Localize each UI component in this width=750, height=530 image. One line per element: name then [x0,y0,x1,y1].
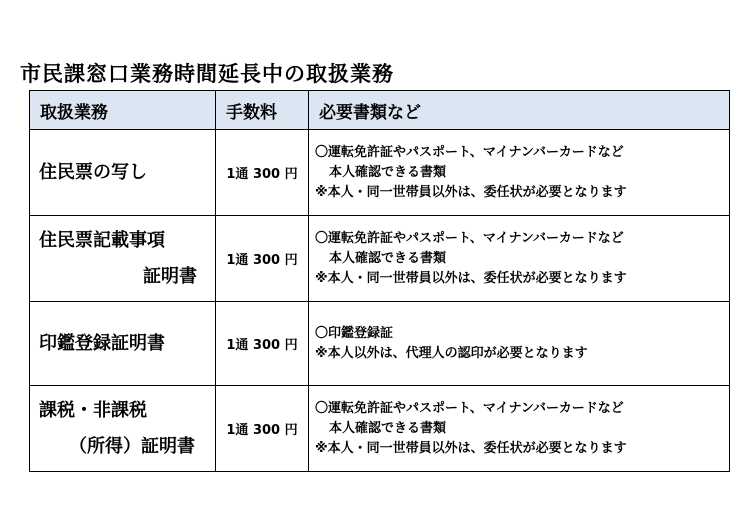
page-title: 市民課窓口業務時間延長中の取扱業務 [20,62,394,86]
docs-line: ※本人以外は、代理人の認印が必要となります [315,345,588,361]
service-name: 印鑑登録証明書 [39,332,165,354]
services-table [29,90,730,472]
docs-line: ※本人・同一世帯員以外は、委任状が必要となります [315,440,627,456]
docs-line: 〇運転免許証やパスポート、マイナンバーカードなど [315,230,624,246]
docs-line: 〇運転免許証やパスポート、マイナンバーカードなど [315,400,624,416]
table-row [30,302,730,386]
table-row [30,216,730,302]
docs-line: 本人確認できる書類 [329,420,447,436]
service-name-line2: 証明書 [143,265,197,287]
service-name-line2: （所得）証明書 [69,435,195,457]
fee-cell: 1通 300 円 [216,216,309,302]
table-header-row [30,91,730,130]
service-cell [30,216,216,302]
service-name: 課税・非課税 [39,399,147,421]
service-cell [30,386,216,472]
table-row [30,386,730,472]
docs-cell [309,302,730,386]
fee-cell: 1通 300 円 [216,386,309,472]
service-cell [30,302,216,386]
fee-cell: 1通 300 円 [216,302,309,386]
fee-cell: 1通 300 円 [216,130,309,216]
docs-line: ※本人・同一世帯員以外は、委任状が必要となります [315,270,627,286]
service-name: 住民票の写し [39,161,147,183]
service-cell [30,130,216,216]
docs-cell [309,216,730,302]
docs-cell [309,130,730,216]
table-row [30,130,730,216]
header-fee: 手数料 [216,91,309,130]
docs-line: 本人確認できる書類 [329,250,447,266]
service-name: 住民票記載事項 [39,229,165,251]
docs-cell [309,386,730,472]
docs-line: 〇印鑑登録証 [315,325,394,341]
docs-line: 〇運転免許証やパスポート、マイナンバーカードなど [315,144,624,160]
header-docs: 必要書類など [309,91,730,130]
docs-line: 本人確認できる書類 [329,164,447,180]
header-service: 取扱業務 [30,91,216,130]
docs-line: ※本人・同一世帯員以外は、委任状が必要となります [315,184,627,200]
